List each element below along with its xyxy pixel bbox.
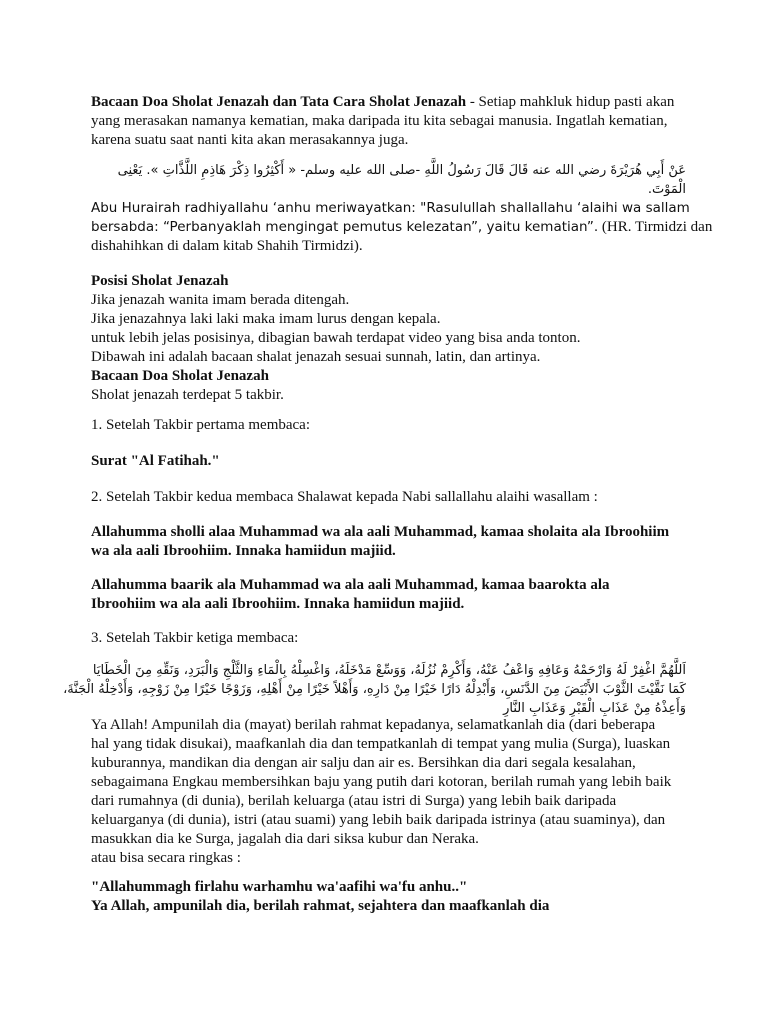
translation-line: keluarganya (di dunia), istri (atau suami) yang lebih baik daripada istrinya (atau suaminya), dan xyxy=(91,812,666,828)
posisi-section xyxy=(91,272,691,405)
takbir3-arabic xyxy=(63,661,686,718)
hadith-translation xyxy=(91,199,713,256)
takbir3-instruction: 3. Setelah Takbir ketiga membaca: xyxy=(91,630,299,646)
short-prayer-latin: "Allahummagh firlahu warhamhu wa'aafihi wa'fu anhu.." xyxy=(91,879,468,895)
posisi-line: Jika jenazahnya laki laki maka imam lurus dengan kepala. xyxy=(91,311,441,327)
section-heading: Bacaan Doa Sholat Jenazah xyxy=(91,368,269,384)
barik-line: Ibroohiim wa ala aali Ibroohiim. Innaka hamiidun majiid. xyxy=(91,596,465,612)
sholawat-text xyxy=(91,523,691,561)
hadith-line: Abu Hurairah radhiyallahu ‘anhu meriwayatkan: "Rasulullah shallallahu ‘alaihi wa sallam xyxy=(91,200,690,216)
hadith-line: bersabda: “Perbanyaklah mengingat pemutus kelezatan”, yaitu kematian”. xyxy=(91,219,599,235)
arabic-line: كَمَا نَقَّيْتَ الثَّوْبَ الأَبْيَضَ مِنَ الدَّنَسِ، وَأَبْدِلْهُ دَارًا خَيْرًا مِنْ دَارِهِ، وَأَهْلاً خَيْرًا مِنْ أَهْلِهِ، وَزَوْجًا خَيْرًا مِنْ زَوْجِهِ، وَأَدْخِلْهُ الْجَنَّةَ، xyxy=(63,682,686,697)
takbir1-instruction: 1. Setelah Takbir pertama membaca: xyxy=(91,417,311,433)
article-title: Bacaan Doa Sholat Jenazah dan Tata Cara Sholat Jenazah xyxy=(91,94,467,110)
translation-line: atau bisa secara ringkas : xyxy=(91,850,241,866)
hadith-line: dishahihkan di dalam kitab Shahih Tirmidzi). xyxy=(91,238,363,254)
sholawat-line: wa ala aali Ibroohiim. Innaka hamiidun majiid. xyxy=(91,543,396,559)
takbir1-reading: Surat "Al Fatihah." xyxy=(91,453,220,469)
intro-text: - Setiap mahkluk hidup pasti akan xyxy=(466,94,675,110)
sholawat-line: Allahumma sholli alaa Muhammad wa ala aali Muhammad, kamaa sholaita ala Ibroohiim xyxy=(91,524,670,540)
takbir3-translation xyxy=(91,716,691,868)
translation-line: kuburannya, mandikan dia dengan air salju dan air es. Bersihkan dia dari segala kesalahan, xyxy=(91,755,636,771)
intro-paragraph xyxy=(91,93,691,150)
translation-line: Ya Allah! Ampunilah dia (mayat) berilah rahmat kepadanya, selamatkanlah dia (dari beberapa xyxy=(91,717,656,733)
intro-line: yang merasakan namanya kematian, maka daripada itu kita sebagai manusia. Ingatlah kematian, xyxy=(91,113,668,129)
short-prayer-meaning: Ya Allah, ampunilah dia, berilah rahmat, sejahtera dan maafkanlah dia xyxy=(91,898,550,914)
arabic-line: وَأَعِذْهُ مِنْ عَذَابِ الْقَبْرِ وَعَذَابِ النَّارِ xyxy=(503,701,686,716)
translation-line: dari rumahnya (di dunia), berilah keluarga (atau istri di Surga) yang lebih baik daripada xyxy=(91,793,617,809)
posisi-line: Jika jenazah wanita imam berada ditengah. xyxy=(91,292,350,308)
section-heading: Posisi Sholat Jenazah xyxy=(91,273,229,289)
takbir2-instruction: 2. Setelah Takbir kedua membaca Shalawat kepada Nabi sallallahu alaihi wasallam : xyxy=(91,489,598,505)
hadith-source: (HR. Tirmidzi dan xyxy=(598,219,713,235)
translation-line: masukkan dia ke Surga, jagalah dia dari siksa kubur dan Neraka. xyxy=(91,831,479,847)
intro-line: karena suatu saat nanti kita akan merasakannya juga. xyxy=(91,132,409,148)
barik-line: Allahumma baarik ala Muhammad wa ala aali Muhammad, kamaa baarokta ala xyxy=(91,577,610,593)
short-prayer xyxy=(91,878,691,916)
posisi-line: Dibawah ini adalah bacaan shalat jenazah sesuai sunnah, latin, dan artinya. xyxy=(91,349,541,365)
bacaan-line: Sholat jenazah terdepat 5 takbir. xyxy=(91,387,284,403)
translation-line: sebagaimana Engkau membersihkan baju yang putih dari kotoran, berilah rumah yang lebih baik xyxy=(91,774,672,790)
translation-line: hal yang tidak disukai), maafkanlah dia dan tempatkanlah di tempat yang mulia (Surga), luaskan xyxy=(91,736,671,752)
arabic-line: اَللَّهُمَّ اغْفِرْ لَهُ وَارْحَمْهُ وَعَافِهِ وَاعْفُ عَنْهُ، وَأَكْرِمْ نُزُلَهُ، وَوَسِّعْ مَدْخَلَهُ، وَاغْسِلْهُ بِالْمَاءِ وَالثَّلْجِ وَالْبَرَدِ، وَنَقِّهِ مِنَ الْخَطَايَا xyxy=(92,663,686,678)
posisi-line: untuk lebih jelas posisinya, dibagian bawah terdapat video yang bisa anda tonton. xyxy=(91,330,581,346)
hadith-arabic: عَنْ أَبِي هُرَيْرَةَ رضي الله عنه قَالَ قَالَ رَسُولُ اللَّهِ -صلى الله عليه وسلم- « أَكْثِرُوا ذِكْرَ هَاذِمِ اللَّذَّاتِ ». يَعْنِى الْمَوْتَ. xyxy=(117,163,686,197)
barik-text xyxy=(91,576,691,614)
